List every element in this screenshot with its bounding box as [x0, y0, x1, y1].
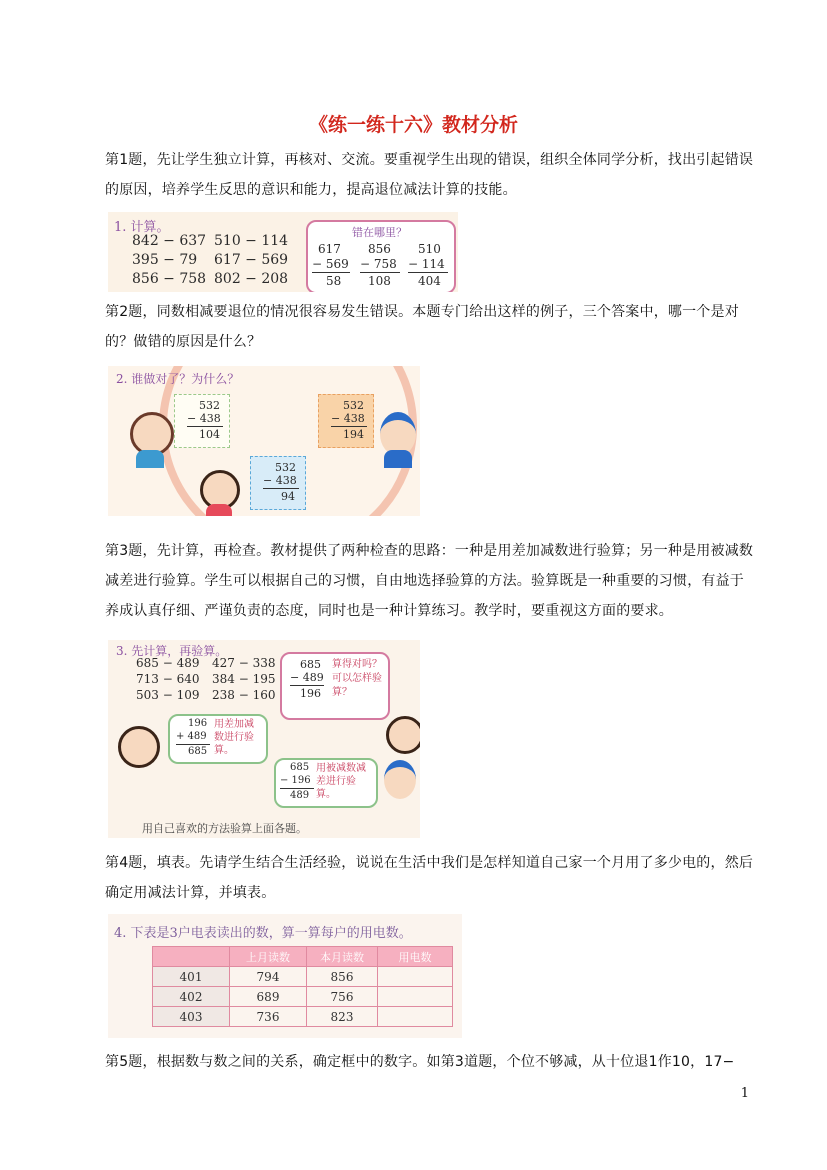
- problem: 713 − 640: [136, 672, 200, 686]
- boy-icon: [384, 760, 416, 799]
- problem: 510 − 114: [214, 233, 289, 249]
- difference: 104: [199, 428, 220, 441]
- minuend: 685: [290, 762, 310, 773]
- problem: 503 − 109: [136, 688, 200, 702]
- difference: 108: [368, 274, 391, 288]
- paragraph-1: 第1题，先让学生独立计算，再核对、交流。要重视学生出现的错误，组织全体同学分析，找出引起错误的原因，培养学生反思的意识和能力，提高退位减法计算的技能。: [105, 152, 754, 198]
- difference: 489: [290, 790, 310, 801]
- table-cell: 756: [307, 987, 378, 1007]
- subtrahend: − 489: [290, 671, 324, 684]
- paragraph-2: 第2题，同数相减要退位的情况很容易发生错误。本题专门给出这样的例子，三个答案中，哪一个是对的？做错的原因是什么？: [105, 304, 739, 350]
- sum: 685: [188, 746, 208, 757]
- boy-body-icon: [384, 450, 412, 468]
- minuend: 532: [199, 399, 220, 412]
- table-cell[interactable]: [378, 987, 453, 1007]
- exercise-4-label: 4. 下表是3户电表读出的数，算一算每户的用电数。: [114, 926, 412, 941]
- table-header-row: [153, 947, 453, 967]
- table-cell: 856: [307, 967, 378, 987]
- subtrahend: − 438: [331, 412, 365, 425]
- problem: 617 − 569: [214, 252, 289, 268]
- exercise-3-footer: 用自己喜欢的方法验算上面各题。: [142, 822, 307, 835]
- subtrahend: − 438: [187, 412, 221, 425]
- difference: 94: [281, 490, 295, 503]
- minuend: 685: [300, 658, 321, 671]
- exercise-3-label: 3. 先计算，再验算。: [116, 644, 228, 658]
- check-method-1: [168, 714, 268, 764]
- column-header: [153, 947, 230, 967]
- table-cell: 401: [153, 967, 230, 987]
- check-method-2: [274, 758, 378, 808]
- table-cell: 402: [153, 987, 230, 1007]
- bubble-title: 错在哪里？: [352, 226, 407, 239]
- paragraph-3: 第3题，先计算，再检查。教材提供了两种检查的思路：一种是用差加减数进行验算；另一种是用被减数减差进行验算。学生可以根据自己的习惯，自由地选择验算的方法。验算既是一种重要的习惯，有益于养成认真仔细、严谨负责的态度，同时也是一种计算练习。教学时，要重视这方面的要求。: [105, 543, 754, 619]
- subtrahend: − 569: [312, 257, 349, 271]
- method-note: 用被减数减差进行验算。: [316, 763, 366, 800]
- answer-card: [174, 394, 230, 448]
- exercise-2-label: 2. 谁做对了？为什么？: [116, 372, 240, 386]
- problem: 395 − 79: [132, 252, 198, 268]
- column-header: 本月读数: [307, 947, 378, 967]
- problem: 856 − 758: [132, 271, 207, 287]
- table-row: [153, 967, 453, 987]
- difference: 194: [343, 428, 364, 441]
- paragraph-5: 第5题，根据数与数之间的关系，确定框中的数字。如第3道题，个位不够减，从十位退1作10，17−: [105, 1054, 735, 1070]
- subtrahend: − 196: [280, 775, 311, 786]
- exercise-2-figure: [108, 366, 420, 516]
- problem: 384 − 195: [212, 672, 276, 686]
- subtrahend: − 438: [263, 474, 297, 487]
- exercise-1-figure: [108, 212, 458, 292]
- subtrahend: − 758: [360, 257, 397, 271]
- column-header: 上月读数: [230, 947, 307, 967]
- problem: 238 − 160: [212, 688, 276, 702]
- girl-icon: [118, 726, 160, 768]
- column-header: 用电数: [378, 947, 453, 967]
- subtrahend: − 114: [408, 257, 445, 271]
- minuend: 532: [343, 399, 364, 412]
- minuend: 617: [318, 242, 341, 256]
- meter-table: [152, 946, 453, 1027]
- girl-body-icon: [136, 450, 164, 468]
- table-cell: 736: [230, 1007, 307, 1027]
- girl-body-icon: [206, 504, 232, 516]
- table-cell: 689: [230, 987, 307, 1007]
- problem: 685 − 489: [136, 656, 200, 670]
- method-note: 用差加减数进行验算。: [214, 719, 254, 756]
- answer-card: [318, 394, 374, 448]
- page-number: 1: [740, 1086, 749, 1101]
- difference: 404: [418, 274, 441, 288]
- problem: 842 − 637: [132, 233, 207, 249]
- paragraph-4: 第4题，填表。先请学生结合生活经验，说说在生活中我们是怎样知道自己家一个月用了多少电的，然后确定用减法计算，并填表。: [105, 855, 754, 901]
- check-bubble: [280, 652, 390, 720]
- minuend: 510: [418, 242, 441, 256]
- page-title: 《练一练十六》教材分析: [308, 114, 518, 136]
- exercise-1-label: 1. 计算。: [114, 220, 170, 235]
- exercise-3-figure: [108, 640, 420, 838]
- table-cell: 794: [230, 967, 307, 987]
- difference: 58: [326, 274, 342, 288]
- table-cell: 403: [153, 1007, 230, 1027]
- addend: 196: [188, 718, 208, 729]
- problem: 427 − 338: [212, 656, 276, 670]
- addend: + 489: [176, 731, 207, 742]
- table-row: [153, 987, 453, 1007]
- difference: 196: [300, 687, 321, 700]
- minuend: 856: [368, 242, 391, 256]
- table-cell[interactable]: [378, 1007, 453, 1027]
- exercise-4-figure: [108, 914, 462, 1038]
- bubble-note: 算得对吗？可以怎样验算？: [332, 659, 382, 698]
- table-cell: 823: [307, 1007, 378, 1027]
- error-bubble: [306, 220, 456, 292]
- minuend: 532: [275, 461, 296, 474]
- answer-card: [250, 456, 306, 510]
- boy-icon: [386, 716, 420, 754]
- table-cell[interactable]: [378, 967, 453, 987]
- problem: 802 − 208: [214, 271, 289, 287]
- table-row: [153, 1007, 453, 1027]
